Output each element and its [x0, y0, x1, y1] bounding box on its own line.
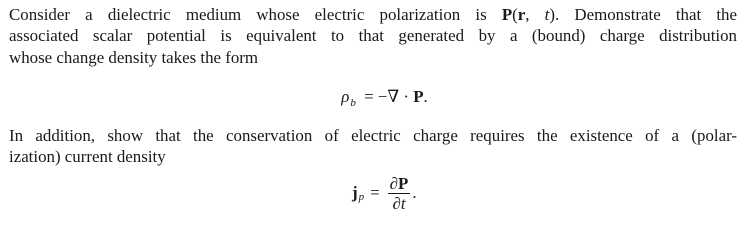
equation-period: . [423, 87, 428, 106]
paragraph-line: In addition, show that the conservation of electric charge requires the existence of a (polar- [9, 126, 737, 145]
fraction-denominator: ∂t [392, 193, 406, 213]
paragraph-current [9, 125, 737, 168]
text: ) [549, 5, 555, 24]
position-vector-symbol: r [517, 5, 526, 24]
paragraph-line: ization) current density [9, 147, 166, 167]
time-derivative-fraction [388, 174, 411, 213]
text: ( [512, 5, 518, 24]
rho-subscript: b [350, 97, 356, 109]
current-density-symbol: j [352, 183, 358, 202]
polarization-symbol: P [413, 87, 424, 106]
equation-rhs: = −∇ · [364, 87, 414, 106]
text: Consider a dielectric medium whose electric polarization is [9, 5, 502, 24]
paragraph-line [9, 4, 737, 25]
paragraph-line: associated scalar potential is equivalent to that generated by a (bound) charge distribution [9, 26, 737, 46]
time-symbol: t [544, 5, 550, 24]
paragraph-polarization [9, 4, 737, 68]
rho-symbol: ρ [341, 87, 350, 106]
fraction-numerator: ∂P [389, 173, 409, 193]
text: , [525, 5, 545, 24]
equation-bound-charge [0, 86, 747, 110]
polarization-symbol: P [501, 5, 513, 24]
current-subscript: p [358, 191, 365, 203]
paragraph-line: whose change density takes the form [9, 47, 259, 67]
equals-sign: = [370, 183, 380, 202]
equation-period: . [412, 183, 417, 202]
text: . Demonstrate that the [555, 5, 737, 24]
equation-polarization-current [352, 168, 417, 218]
